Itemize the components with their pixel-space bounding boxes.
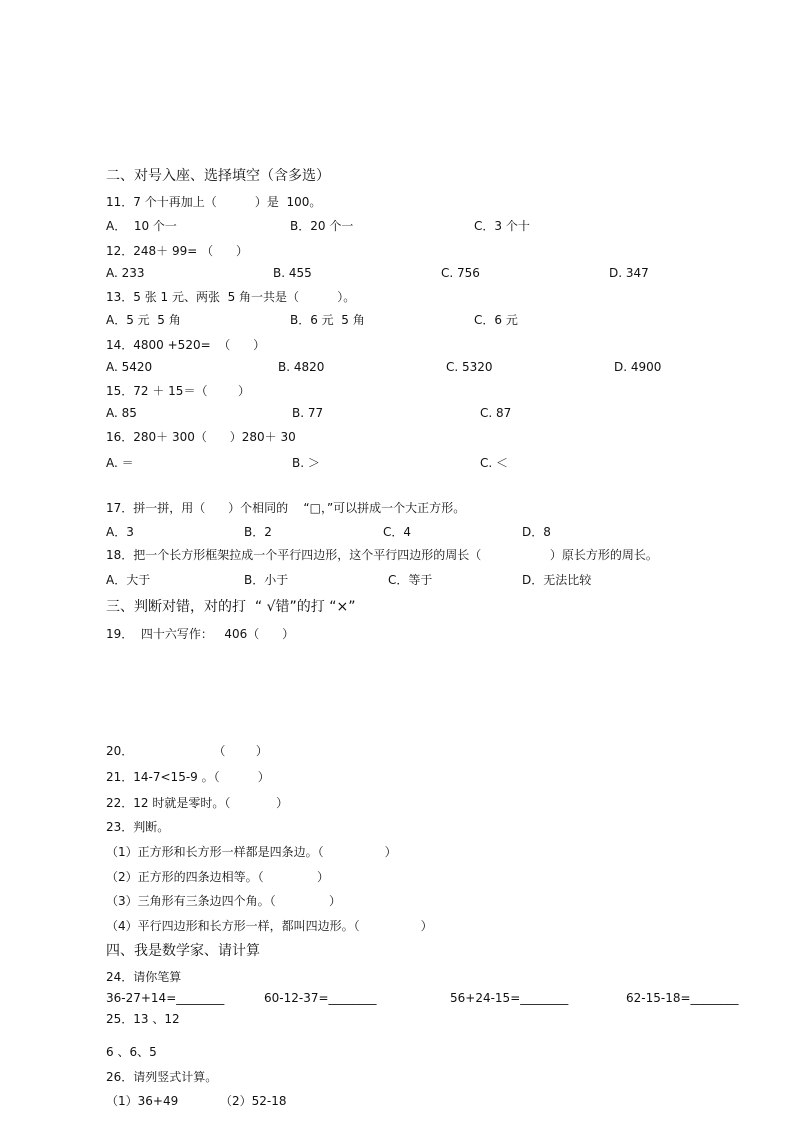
question-stem: 16．280＋ 300（ ）280＋ 30 bbox=[106, 430, 296, 444]
question-stem: 23．判断。 bbox=[106, 820, 170, 834]
section-4-heading: 四、我是数学家、请计算 bbox=[106, 943, 260, 959]
option-a: A． 10 个一 bbox=[106, 219, 177, 233]
question-21: 21．14-7<15-9 。（ ） bbox=[106, 770, 270, 784]
option-c: C．4 bbox=[383, 525, 412, 539]
question-stem: 24．请你笔算 bbox=[106, 970, 182, 984]
option-a: A．大于 bbox=[106, 573, 151, 587]
option-b: B．6 元 5 角 bbox=[290, 313, 365, 327]
option-c: C. 756 bbox=[441, 266, 480, 280]
option-b: B. ＞ bbox=[292, 456, 320, 470]
option-a: A．5 元 5 角 bbox=[106, 313, 181, 327]
option-c: C. 5320 bbox=[446, 360, 493, 374]
option-a: A．3 bbox=[106, 525, 134, 539]
option-d: D．无法比较 bbox=[522, 573, 592, 587]
option-d: D. 4900 bbox=[614, 360, 662, 374]
calc-item-3: 56+24-15=________ bbox=[450, 991, 569, 1005]
question-20: 20． （ ） bbox=[106, 744, 268, 758]
question-stem: 11．7 个十再加上（ ）是 100。 bbox=[106, 195, 322, 209]
sub-item-1: （1）36+49 bbox=[106, 1094, 179, 1108]
sub-item-2: （2）正方形的四条边相等。（ ） bbox=[106, 870, 330, 884]
sub-item-1: （1）正方形和长方形一样都是四条边。（ ） bbox=[106, 845, 397, 859]
calc-item-2: 60-12-37=________ bbox=[264, 991, 377, 1005]
question-22: 22．12 时就是零时。（ ） bbox=[106, 796, 289, 810]
option-d: D．8 bbox=[522, 525, 551, 539]
option-b: B．2 bbox=[244, 525, 272, 539]
sub-item-3: （3）三角形有三条边四个角。（ ） bbox=[106, 894, 342, 908]
question-line-2: 6 、6、5 bbox=[106, 1045, 157, 1059]
option-c: C．3 个十 bbox=[474, 219, 530, 233]
option-b: B. 4820 bbox=[278, 360, 325, 374]
question-stem: 12．248＋ 99= （ ） bbox=[106, 244, 249, 258]
sub-item-2: （2）52-18 bbox=[220, 1094, 287, 1108]
option-a: A. 233 bbox=[106, 266, 145, 280]
question-stem: 26．请列竖式计算。 bbox=[106, 1070, 218, 1084]
section-3-heading: 三、判断对错，对的打 “ √错”的打 “×” bbox=[106, 599, 356, 615]
option-b: B．小于 bbox=[244, 573, 289, 587]
question-stem: 13．5 张 1 元、两张 5 角一共是（ ）。 bbox=[106, 290, 356, 304]
question-stem: 17．拼一拼，用（ ）个相同的 “□，”可以拼成一个大正方形。 bbox=[106, 501, 466, 515]
option-c: C. ＜ bbox=[480, 456, 509, 470]
question-stem: 14．4800 +520= （ ） bbox=[106, 338, 266, 352]
question-line-1: 25．13 、12 bbox=[106, 1012, 180, 1026]
option-b: B. 77 bbox=[292, 406, 324, 420]
calc-item-4: 62-15-18=________ bbox=[626, 991, 739, 1005]
option-a: A. ＝ bbox=[106, 456, 134, 470]
option-d: D. 347 bbox=[609, 266, 649, 280]
option-c: C．等于 bbox=[388, 573, 433, 587]
calc-item-1: 36-27+14=________ bbox=[106, 991, 225, 1005]
option-c: C. 87 bbox=[480, 406, 512, 420]
option-b: B．20 个一 bbox=[290, 219, 354, 233]
question-19: 19． 四十六写作： 406（ ） bbox=[106, 627, 295, 641]
sub-item-4: （4）平行四边形和长方形一样，都叫四边形。（ ） bbox=[106, 919, 433, 933]
option-a: A. 85 bbox=[106, 406, 137, 420]
question-stem: 15．72 ＋ 15＝（ ） bbox=[106, 384, 250, 398]
question-stem: 18．把一个长方形框架拉成一个平行四边形，这个平行四边形的周长（ ）原长方形的周长。 bbox=[106, 548, 658, 562]
option-b: B. 455 bbox=[273, 266, 312, 280]
section-2-heading: 二、对号入座、选择填空（含多选） bbox=[106, 168, 330, 184]
option-a: A. 5420 bbox=[106, 360, 153, 374]
option-c: C．6 元 bbox=[474, 313, 518, 327]
